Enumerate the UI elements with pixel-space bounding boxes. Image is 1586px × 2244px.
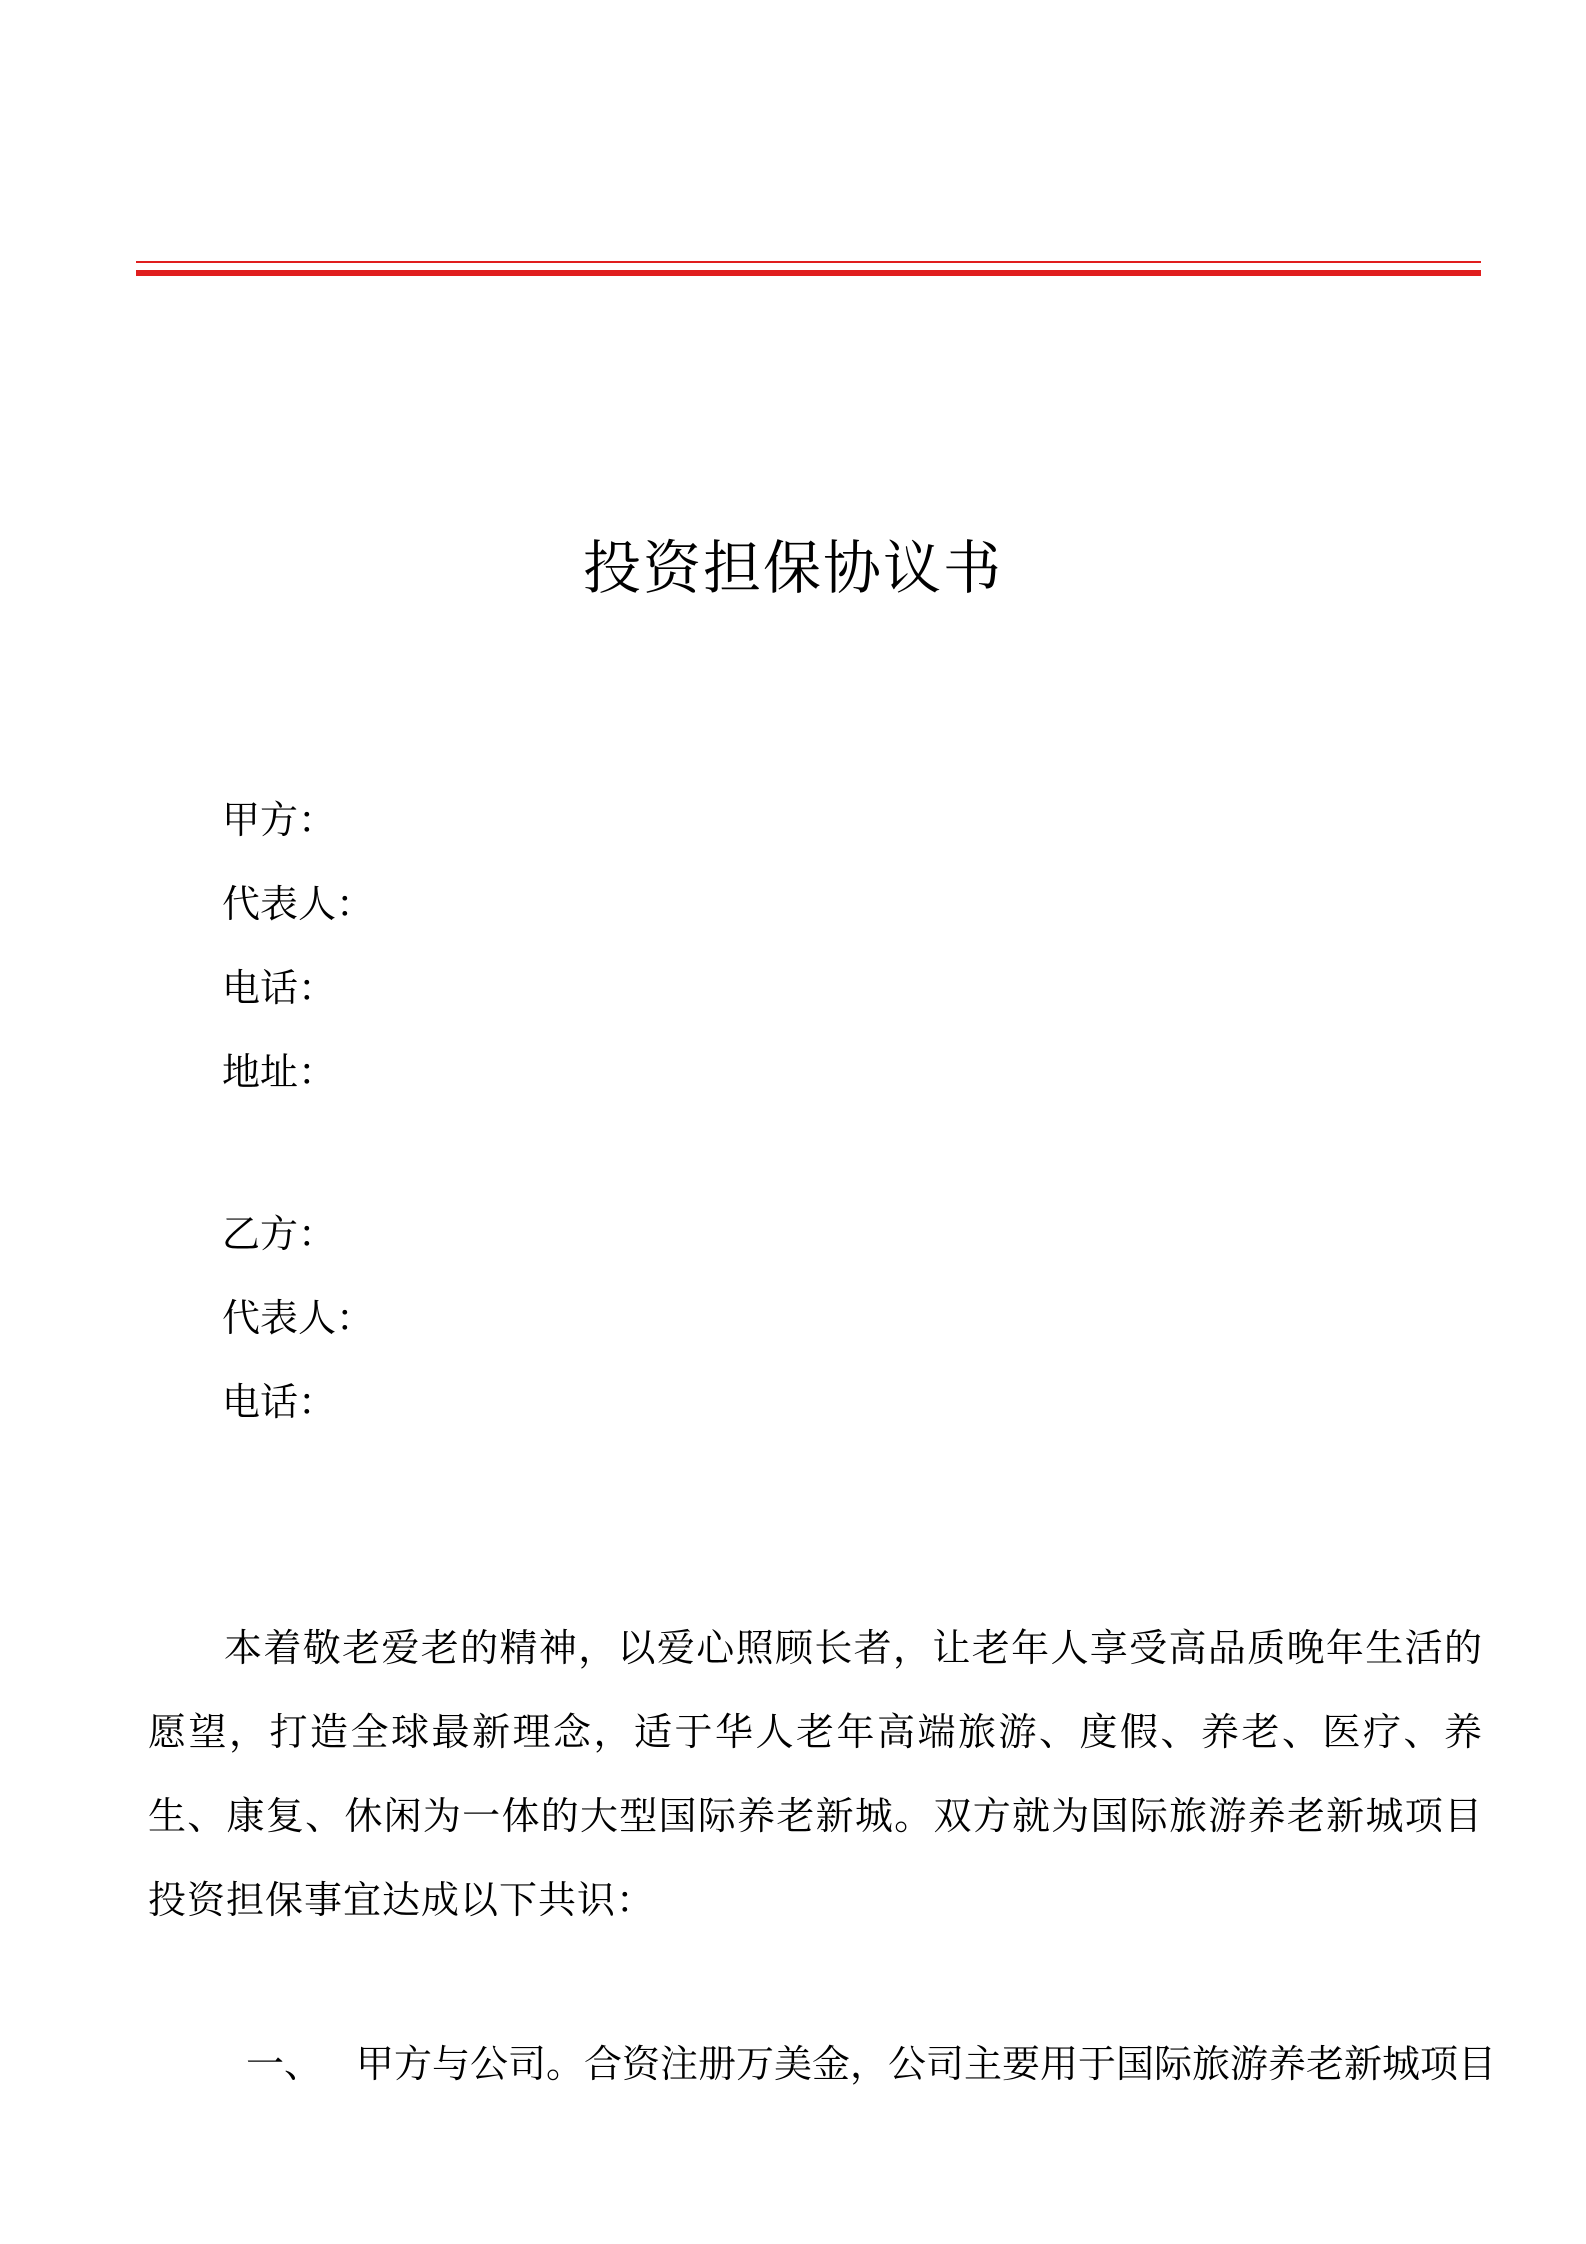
header-rule-thick (136, 270, 1481, 276)
document-title: 投资担保协议书 (582, 534, 1003, 602)
party-b-representative-label: 代表人： (222, 1296, 375, 1340)
party-a-representative-label: 代表人： (222, 882, 375, 926)
party-b-name-label: 乙方： (222, 1212, 337, 1256)
clause-text: 甲方与公司。合资注册万美金，公司主要用于国际旅游养老新城项目 (356, 2042, 1497, 2086)
party-b-info (222, 1192, 374, 1444)
header-rule-thin (136, 261, 1481, 263)
party-a-name-label: 甲方： (222, 798, 337, 842)
party-a-info (222, 778, 374, 1114)
party-a-phone-label: 电话： (222, 966, 337, 1010)
party-a-address-label: 地址： (222, 1050, 337, 1094)
party-b-phone-label: 电话： (222, 1380, 337, 1424)
clause-item (246, 2022, 1496, 2106)
clause-number: 一、 (246, 2042, 323, 2086)
intro-paragraph: 本着敬老爱老的精神，以爱心照顾长者，让老年人享受高品质晚年生活的愿望，打造全球最新理念，适于华人老年高端旅游、度假、养老、医疗、养生、康复、休闲为一体的大型国际养老新城。双方就为国际旅游养老新城项目投资担保事宜达成以下共识： (148, 1626, 1483, 1922)
